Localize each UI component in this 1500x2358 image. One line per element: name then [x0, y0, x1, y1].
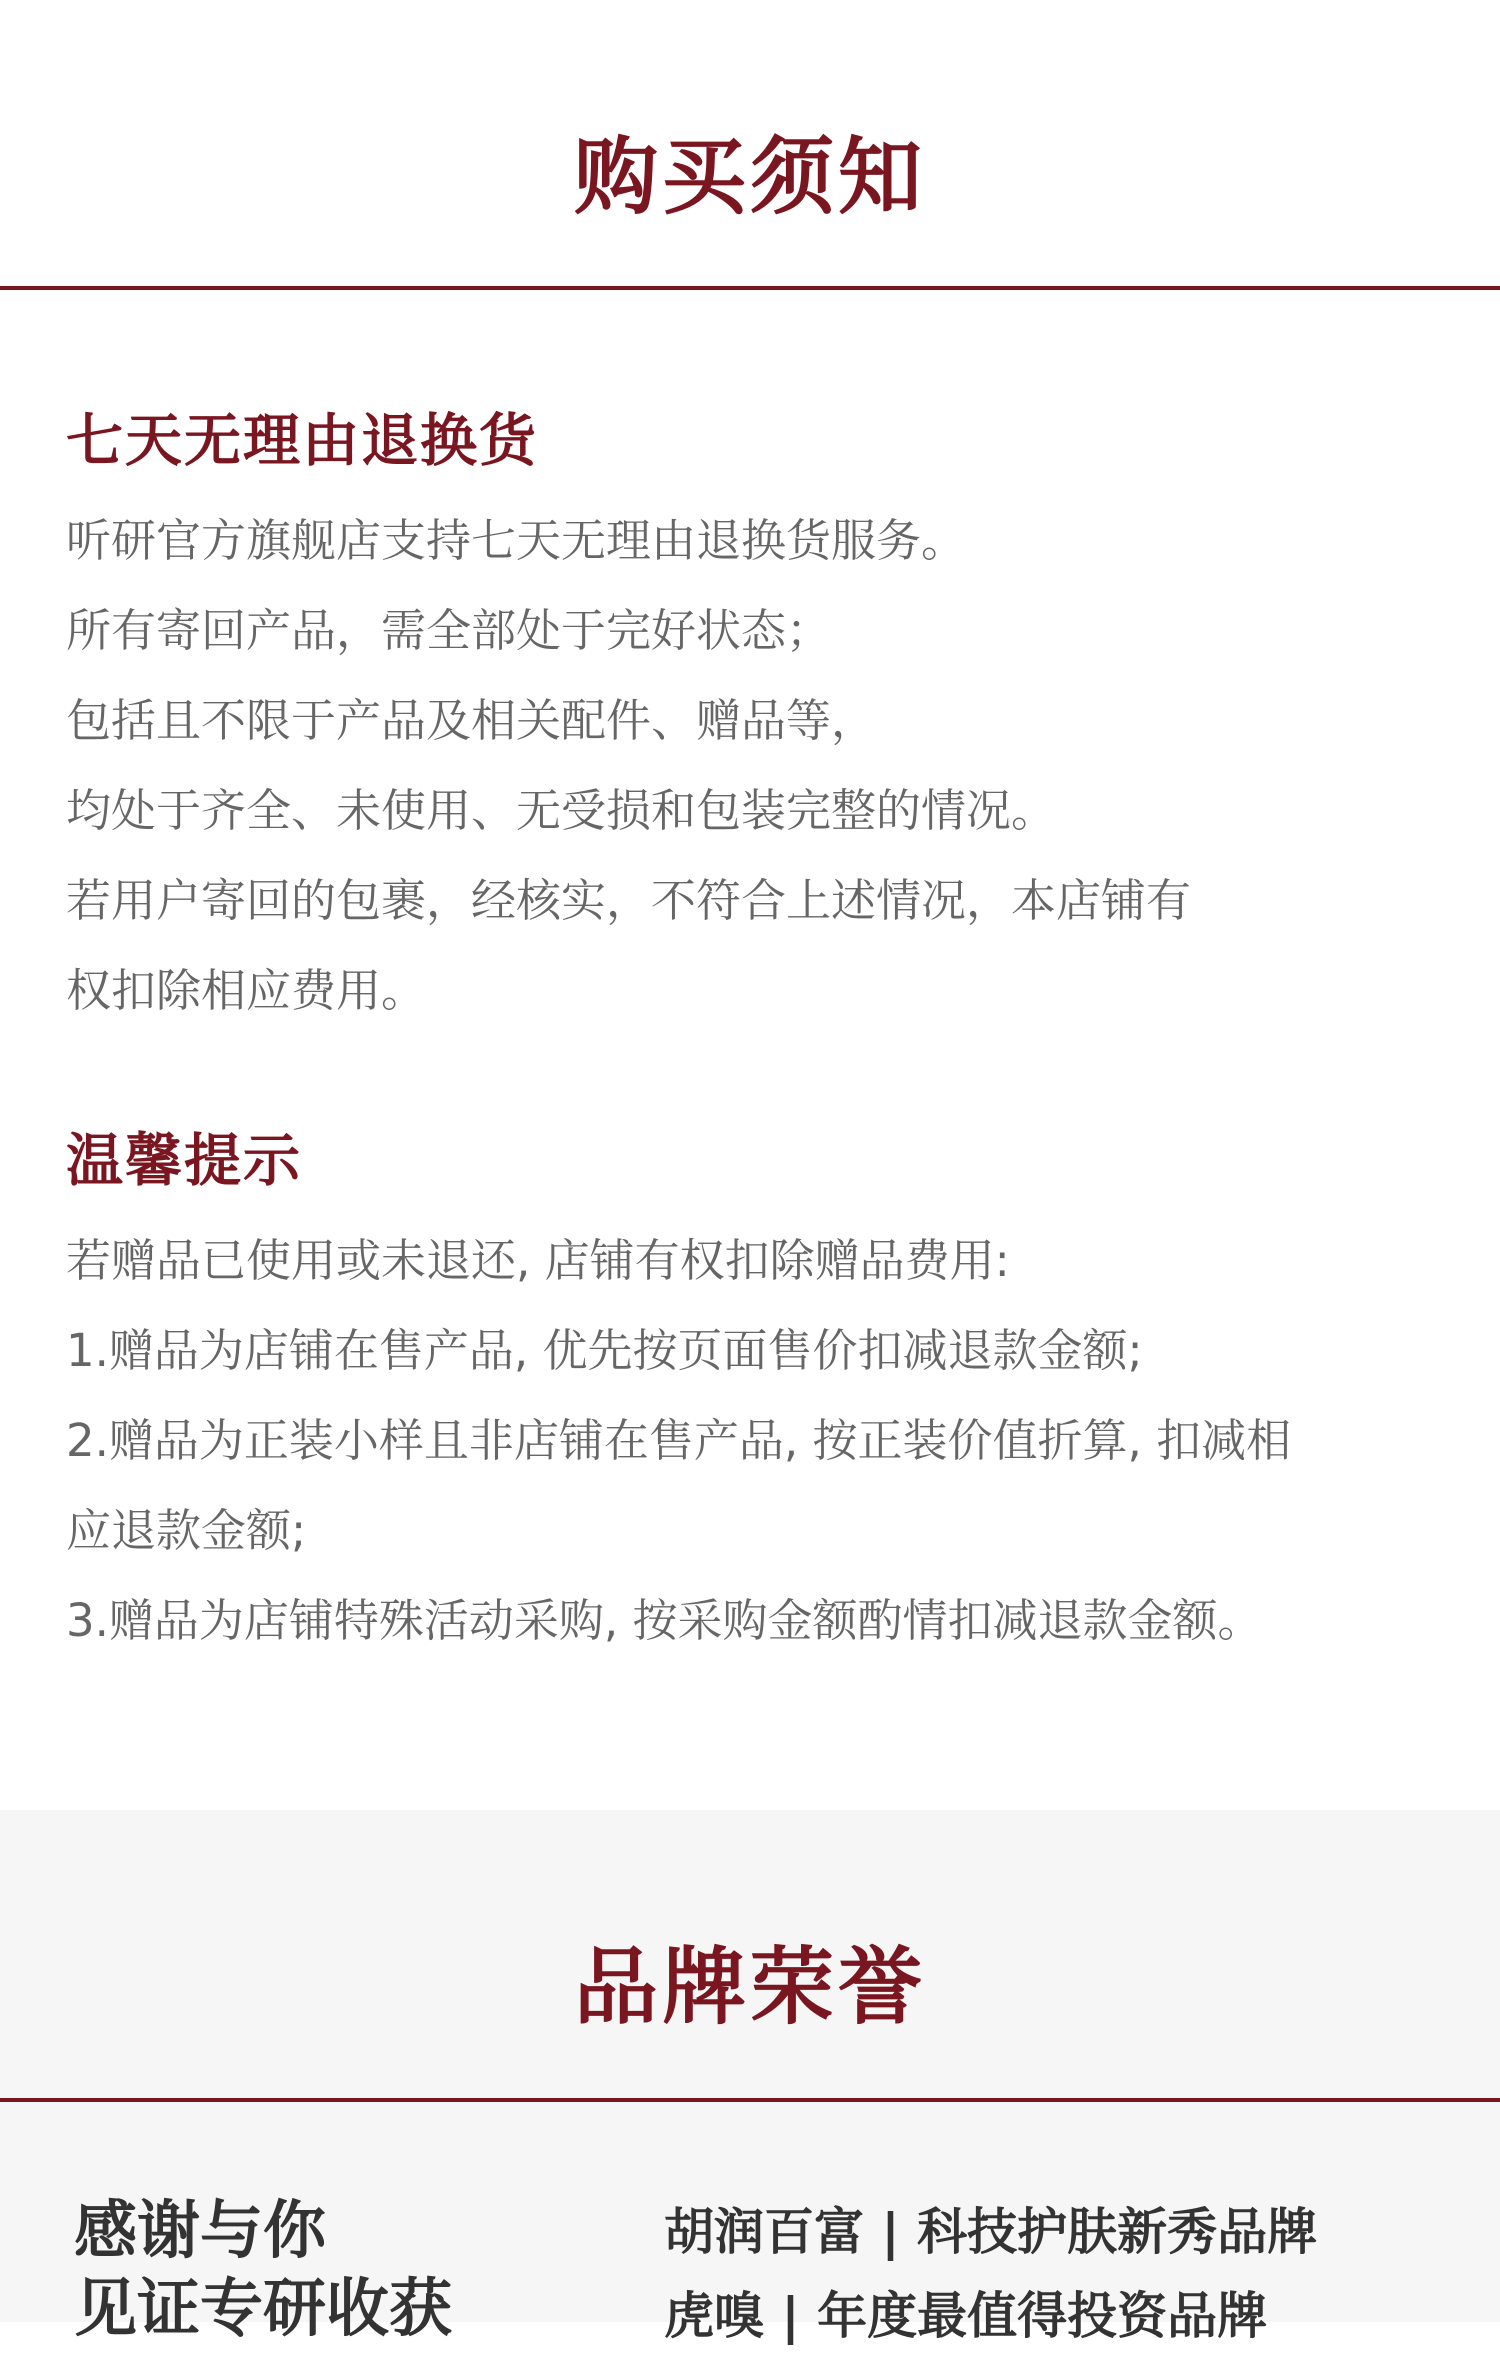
tip-line: 3.赠品为店铺特殊活动采购, 按采购金额酌情扣减退款金额。 [66, 1594, 1263, 1647]
policy-line: 所有寄回产品，需全部处于完好状态； [66, 604, 832, 657]
tips-text [66, 1216, 1446, 1666]
thanks-line: 感谢与你 [74, 2194, 326, 2267]
notice-divider [0, 286, 1500, 290]
policy-line: 权扣除相应费用。 [66, 964, 427, 1017]
tip-line: 应退款金额; [66, 1504, 307, 1557]
notice-title: 购买须知 [573, 128, 926, 226]
honor-divider [0, 2098, 1500, 2102]
tips-heading: 温馨提示 [66, 1128, 302, 1194]
tip-line: 2.赠品为正装小样且非店铺在售产品, 按正装价值折算, 扣减相 [66, 1414, 1292, 1467]
honor-title: 品牌荣誉 [573, 1938, 926, 2036]
thanks-line: 见证专研收获 [74, 2272, 452, 2345]
policy-line: 听研官方旗舰店支持七天无理由退换货服务。 [66, 514, 967, 567]
award-item: 虎嗅 | 年度最值得投资品牌 [664, 2287, 1268, 2345]
tip-line: 1.赠品为店铺在售产品, 优先按页面售价扣减退款金额; [66, 1324, 1143, 1377]
return-policy-text [66, 496, 1446, 1036]
award-item: 胡润百富 | 科技护肤新秀品牌 [664, 2203, 1318, 2261]
policy-line: 均处于齐全、未使用、无受损和包装完整的情况。 [66, 784, 1057, 837]
policy-line: 包括且不限于产品及相关配件、赠品等， [66, 694, 877, 747]
policy-line: 若用户寄回的包裹，经核实，不符合上述情况，本店铺有 [66, 874, 1192, 927]
thanks-text [74, 2192, 452, 2348]
award-list [664, 2190, 1317, 2358]
tip-line: 若赠品已使用或未退还, 店铺有权扣除赠品费用: [66, 1234, 1010, 1287]
return-policy-heading: 七天无理由退换货 [66, 408, 538, 474]
